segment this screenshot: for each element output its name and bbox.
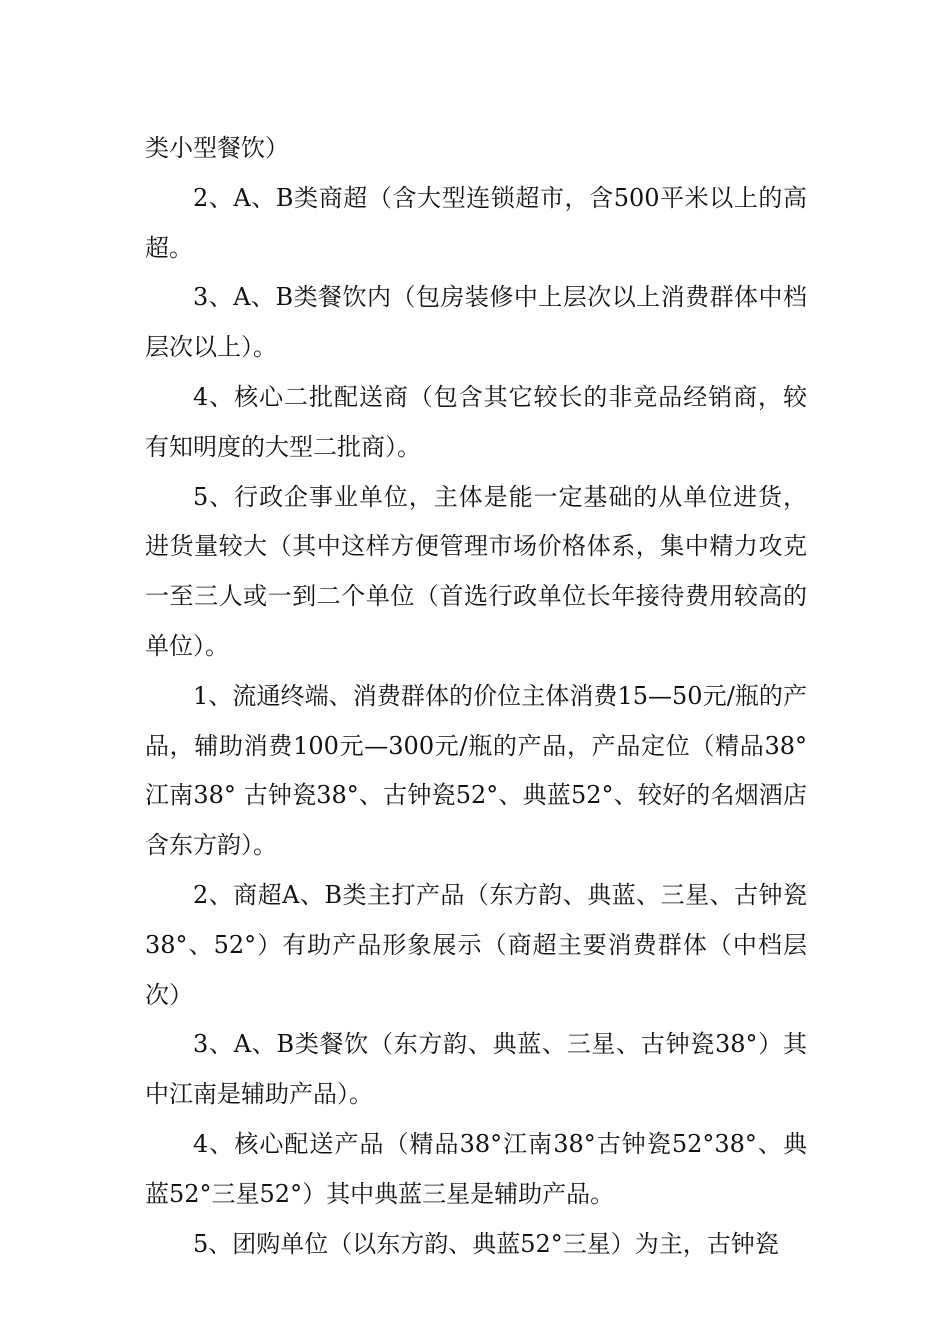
document-body xyxy=(145,124,807,1269)
paragraph-product-4-distribution: 4、核心配送产品（精品38°江南38°古钟瓷52°38°、典蓝52°三星52°）其中典蓝三星是辅助产品。 xyxy=(145,1129,807,1208)
paragraph-product-2-supermarket: 2、商超A、B类主打产品（东方韵、典蓝、三星、古钟瓷38°、52°）有助产品形象展示（商超主要消费群体（中档层次） xyxy=(145,880,807,1009)
paragraph-product-1-retail: 1、流通终端、消费群体的价位主体消费15—50元/瓶的产品，辅助消费100元—300元/瓶的产品，产品定位（精品38° 江南38° 古钟瓷38°、古钟瓷52°、典蓝52°、较好的名烟酒店含东方韵）。 xyxy=(145,681,807,860)
paragraph-item-5-institutions: 5、行政企事业单位，主体是能一定基础的从单位进货，进货量较大（其中这样方便管理市场价格体系，集中精力攻克一至三人或一到二个单位（首选行政单位长年接待费用较高的单位）。 xyxy=(145,482,807,660)
paragraph-item-3-restaurants: 3、A、B类餐饮内（包房装修中上层次以上消费群体中档层次以上）。 xyxy=(145,283,807,362)
paragraph-product-5-group-purchase: 5、团购单位（以东方韵、典蓝52°三星）为主，古钟瓷 xyxy=(193,1229,779,1258)
paragraph-product-3-restaurant: 3、A、B类餐饮（东方韵、典蓝、三星、古钟瓷38°）其中江南是辅助产品）。 xyxy=(145,1030,807,1109)
paragraph-item-2-supermarkets: 2、A、B类商超（含大型连锁超市，含500平米以上的高超。 xyxy=(145,183,807,262)
paragraph-continuation: 类小型餐饮） xyxy=(145,134,289,162)
paragraph-item-4-distributors: 4、核心二批配送商（包含其它较长的非竞品经销商，较有知明度的大型二批商）。 xyxy=(145,382,807,461)
